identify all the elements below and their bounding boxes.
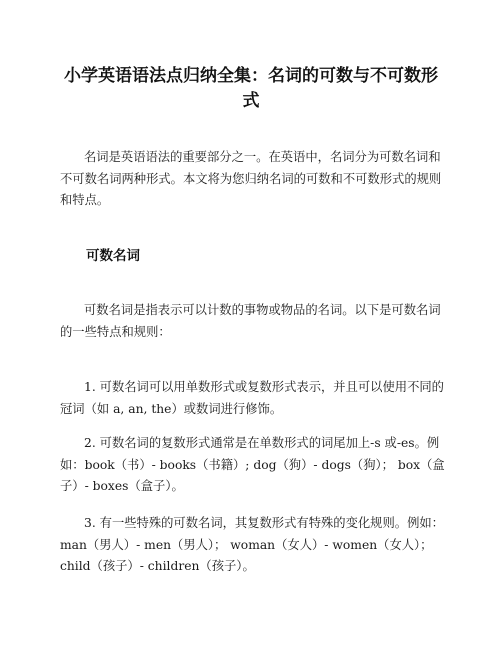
rule-item-2: 2. 可数名词的复数形式通常是在单数形式的词尾加上-s 或-es。例如：book（书）- books（书籍）; dog（狗）- dogs（狗）； box（盒子）- boxes（盒子）。	[60, 436, 445, 493]
section-intro-paragraph: 可数名词是指表示可以计数的事物或物品的名词。以下是可数名词的一些特点和规则：	[60, 303, 441, 339]
rule-item-1: 1. 可数名词可以用单数形式或复数形式表示，并且可以使用不同的冠词（如 a, an, the）或数词进行修饰。	[60, 380, 444, 416]
intro-paragraph: 名词是英语语法的重要部分之一。在英语中，名词分为可数名词和不可数名词两种形式。本文将为您归纳名词的可数和不可数形式的规则和特点。	[60, 150, 442, 207]
page-title: 小学英语语法点归纳全集：名词的可数与不可数形式	[64, 66, 438, 111]
rule-item-3: 3. 有一些特殊的可数名词，其复数形式有特殊的变化规则。例如：man（男人）- men（男人）； woman（女人）- women（女人）； child（孩子）- children（孩子）。	[60, 516, 444, 573]
section-heading-countable-nouns: 可数名词	[86, 248, 140, 264]
